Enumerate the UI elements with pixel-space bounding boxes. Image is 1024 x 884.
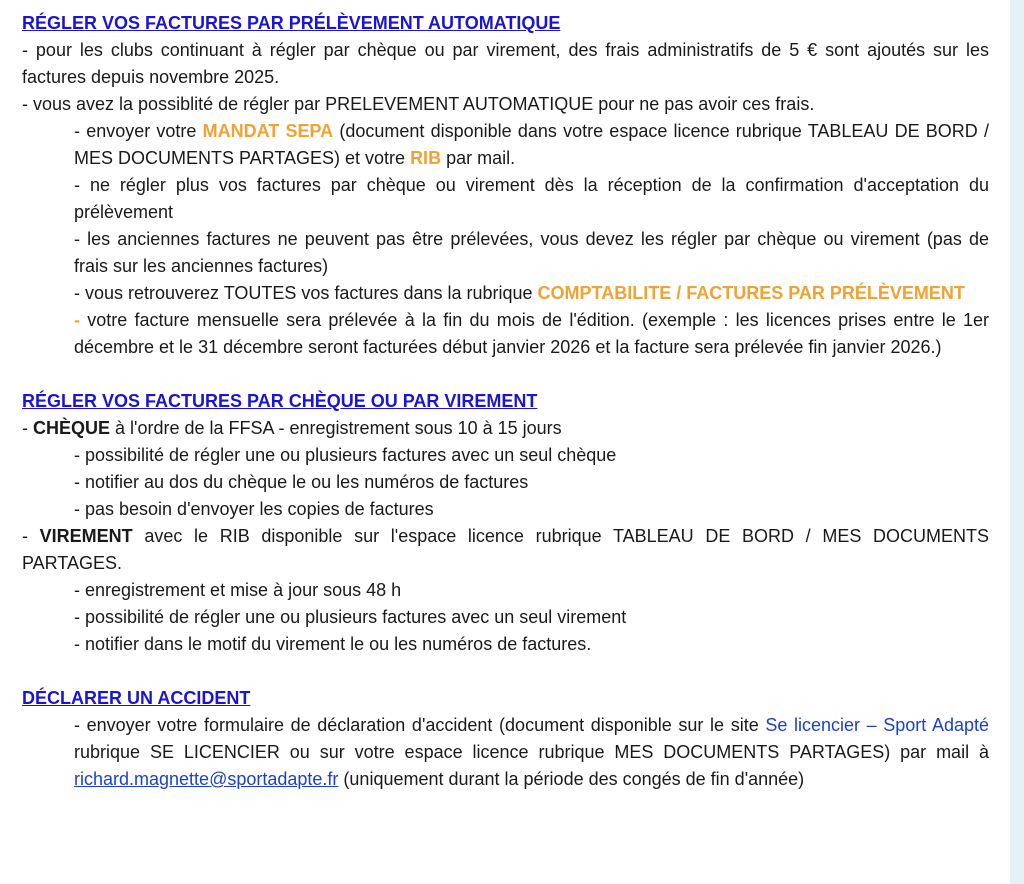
paragraph-frais: - pour les clubs continuant à régler par chèque ou par virement, des frais administratifs de 5 € sont ajoutés sur les factures depuis novembre 2025. (22, 40, 989, 87)
bullet-mandat: - envoyer votre MANDAT SEPA (document disponible dans votre espace licence rubrique TABLEAU DE BORD / MES DOCUMENTS PARTAGES) et votre RIB par mail. (74, 121, 989, 168)
virement-label: VIREMENT (39, 526, 133, 546)
section-prelevement (22, 10, 989, 361)
orange-dash: - (74, 310, 80, 330)
section-cheque-virement (22, 388, 989, 658)
bullet-retrouver-factures: - vous retrouverez TOUTES vos factures dans la rubrique COMPTABILITE / FACTURES PAR PRÉLÈVEMENT (74, 283, 965, 303)
cheque-item: - pas besoin d'envoyer les copies de factures (74, 499, 434, 519)
heading-prelevement[interactable]: RÉGLER VOS FACTURES PAR PRÉLÈVEMENT AUTOMATIQUE (22, 13, 561, 33)
bullet-facture-mensuelle: - votre facture mensuelle sera prélevée à la fin du mois de l'édition. (exemple : les licences prises entre le 1er décembre et le 31 décembre seront facturées début janvier 2026 et la facture sera prélevée fin janvier 2026.) (74, 310, 989, 357)
right-edge-panel (1010, 0, 1024, 884)
paragraph-virement: - VIREMENT avec le RIB disponible sur l'espace licence rubrique TABLEAU DE BORD / MES DOCUMENTS PARTAGES. (22, 526, 989, 573)
heading-accident[interactable]: DÉCLARER UN ACCIDENT (22, 688, 251, 708)
se-licencier-link[interactable]: Se licencier – Sport Adapté (765, 715, 989, 735)
bullet-anciennes-factures: - les anciennes factures ne peuvent pas être prélevées, vous devez les régler par chèque ou virement (pas de frais sur les anciennes factures) (74, 229, 989, 276)
email-link[interactable]: richard.magnette@sportadapte.fr (74, 769, 339, 789)
section-accident (22, 685, 989, 793)
cheque-item: - notifier au dos du chèque le ou les numéros de factures (74, 472, 529, 492)
virement-item: - notifier dans le motif du virement le ou les numéros de factures. (74, 634, 592, 654)
rib-highlight: RIB (410, 148, 442, 168)
virement-item: - enregistrement et mise à jour sous 48 h (74, 580, 402, 600)
virement-item: - possibilité de régler une ou plusieurs factures avec un seul virement (74, 607, 627, 627)
document-content (22, 10, 989, 793)
cheque-label: CHÈQUE (33, 418, 111, 438)
comptabilite-highlight: COMPTABILITE / FACTURES PAR PRÉLÈVEMENT (537, 283, 965, 303)
bullet-ne-plus-regler: - ne régler plus vos factures par chèque ou virement dès la réception de la confirmation d'acceptation du prélèvement (74, 175, 989, 222)
heading-cheque-virement[interactable]: RÉGLER VOS FACTURES PAR CHÈQUE OU PAR VIREMENT (22, 391, 538, 411)
mandat-sepa-highlight: MANDAT SEPA (202, 121, 334, 141)
cheque-item: - possibilité de régler une ou plusieurs factures avec un seul chèque (74, 445, 617, 465)
paragraph-accident: - envoyer votre formulaire de déclaration d'accident (document disponible sur le site Se licencier – Sport Adapté rubrique SE LICENCIER ou sur votre espace licence rubrique MES DOCUMENTS PARTAGES) par mail à richard.magnette@sportadapte.fr (uniquement durant la période des congés de fin d'année) (74, 715, 989, 789)
paragraph-cheque: - CHÈQUE à l'ordre de la FFSA - enregistrement sous 10 à 15 jours (22, 418, 562, 438)
paragraph-possibilite: - vous avez la possiblité de régler par PRELEVEMENT AUTOMATIQUE pour ne pas avoir ces frais. (22, 94, 815, 114)
